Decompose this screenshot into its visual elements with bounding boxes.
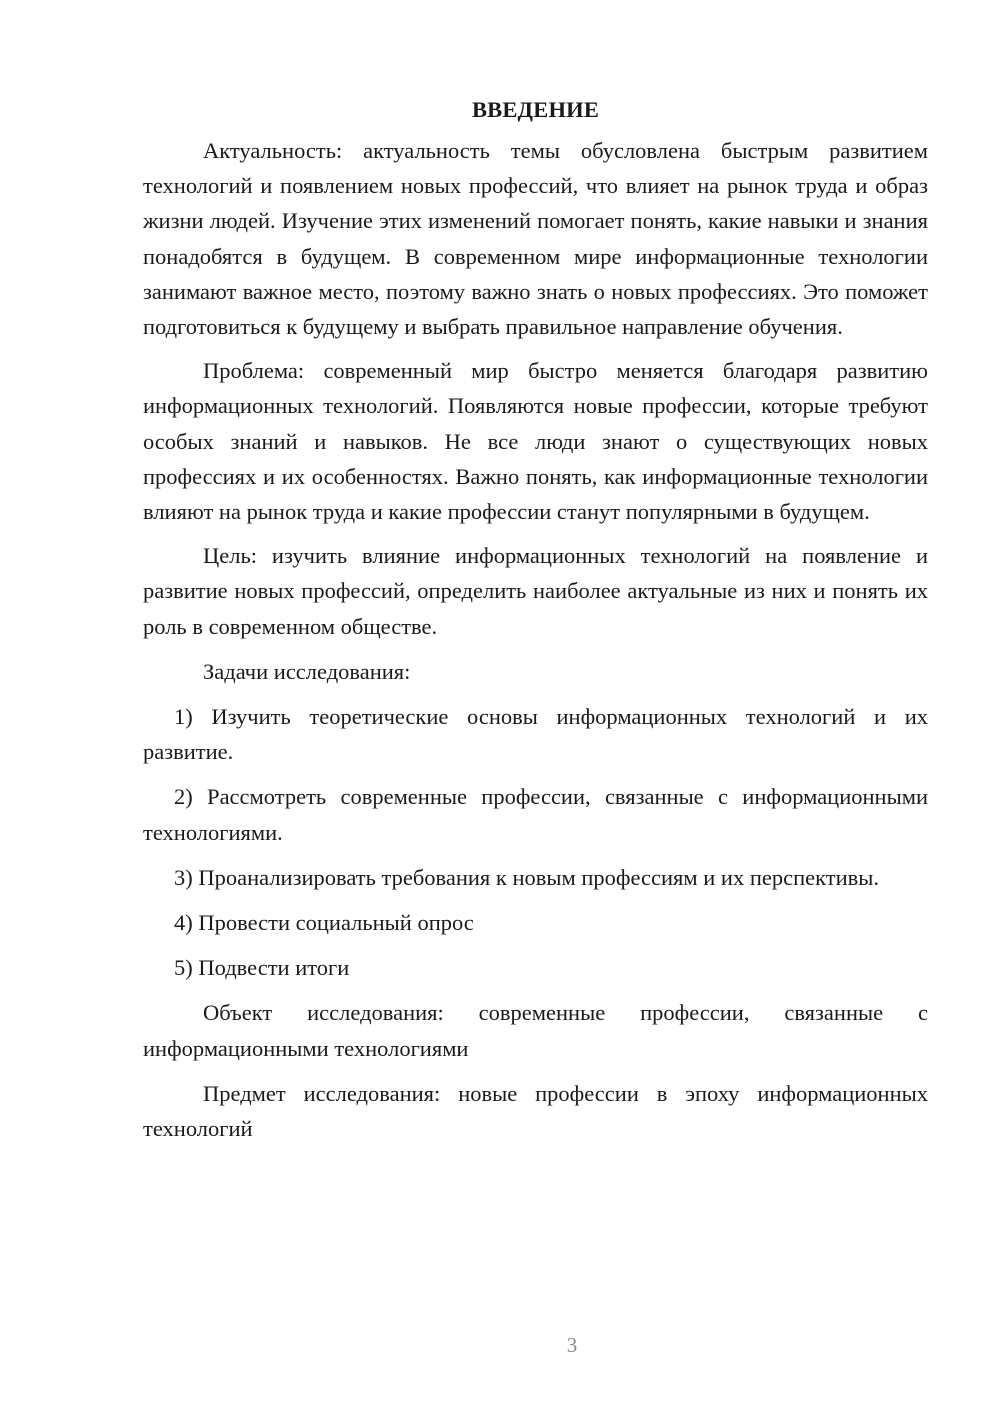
relevance-paragraph: Актуальность: актуальность темы обусловлена быстрым развитием технологий и появлением новых профессий, что влияет на рынок труда и образ жизни людей. Изучение этих изменений помогает понять, какие навыки и знания понадобятся в будущем. В современном мире информационные технологии занимают важное место, поэтому важно знать о новых профессиях. Это поможет подготовиться к будущему и выбрать правильное направление обучения. [143,138,928,340]
tasks-heading: Задачи исследования: [203,658,411,684]
page-number: 3 [566,1333,578,1357]
tasks-list [143,699,928,985]
goal-paragraph: Цель: изучить влияние информационных технологий на появление и развитие новых профессий, определить наиболее актуальные из них и понять их роль в современном обществе. [143,543,928,639]
document-page [143,92,928,1146]
list-item: 2) Рассмотреть современные профессии, связанные с информационными технологиями. [143,784,928,845]
list-item: 5) Подвести итоги [174,955,350,981]
list-item: 3) Проанализировать требования к новым профессиям и их перспективы. [174,864,879,890]
list-item: 4) Провести социальный опрос [174,910,474,936]
list-item: 1) Изучить теоретические основы информационных технологий и их развитие. [143,704,928,765]
page-title: ВВЕДЕНИЕ [471,97,600,122]
object-paragraph: Объект исследования: современные профессии, связанные с информационными технологиями [143,1000,928,1061]
problem-paragraph: Проблема: современный мир быстро меняется благодаря развитию информационных технологий. Появляются новые профессии, которые требуют особых знаний и навыков. Не все люди знают о существующих новых профессиях и их особенностях. Важно понять, как информационные технологии влияют на рынок труда и какие профессии станут популярными в будущем. [143,358,928,525]
subject-paragraph: Предмет исследования: новые профессии в эпоху информационных технологий [143,1080,928,1142]
